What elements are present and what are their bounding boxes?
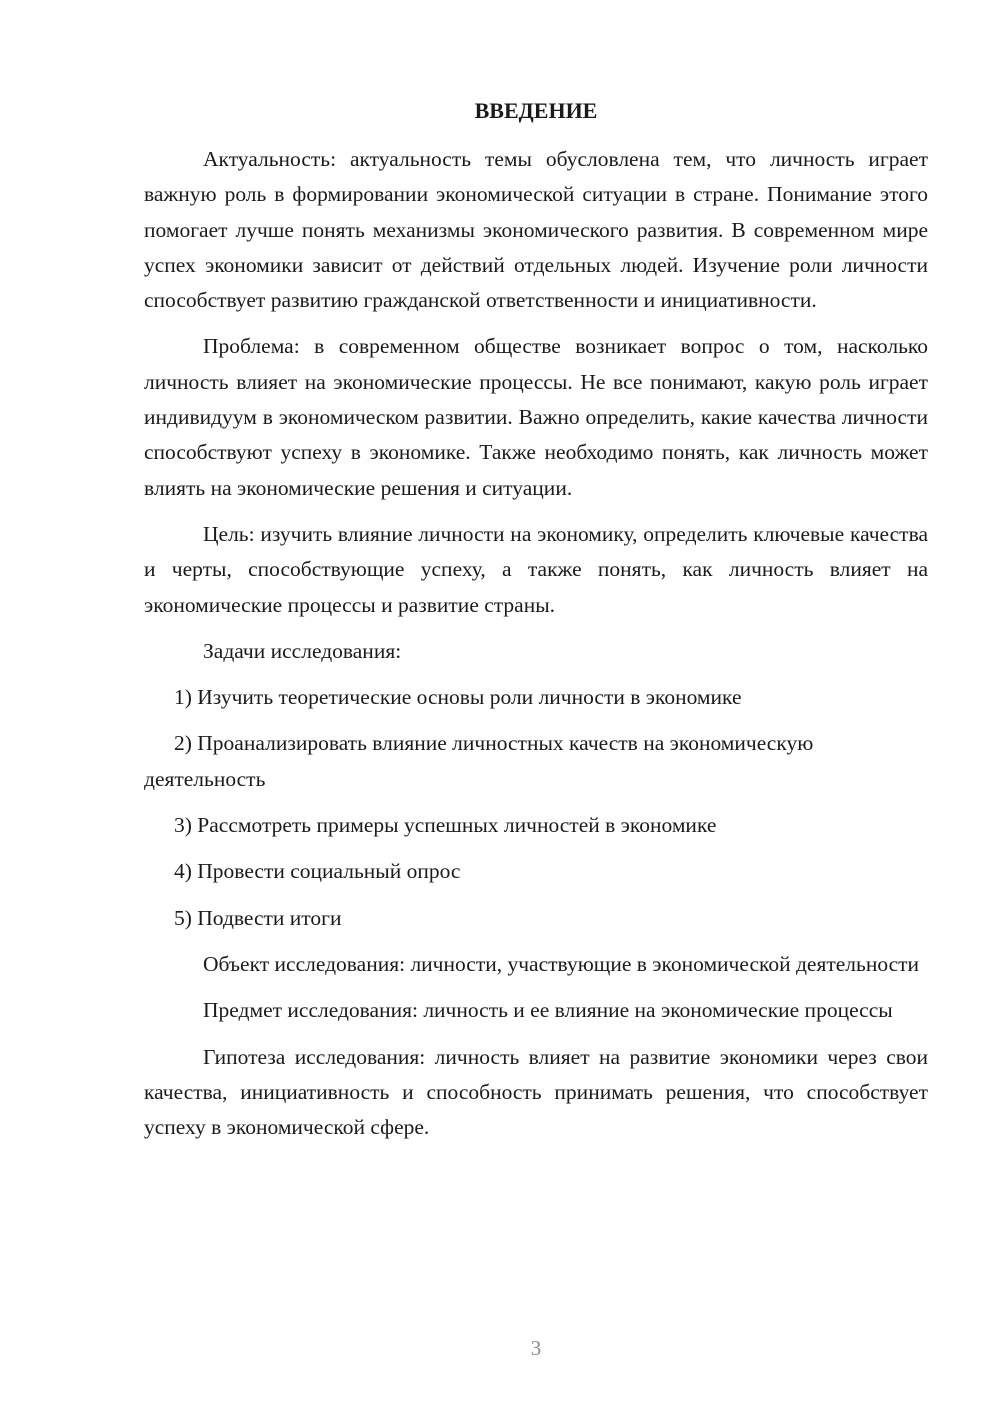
tasks-title: Задачи исследования:: [203, 638, 402, 663]
document-page: [144, 0, 928, 1414]
task-item-2: 2) Проанализировать влияние личностных качеств на экономическую деятельность: [144, 731, 814, 791]
subject-paragraph: Предмет исследования: личность и ее влияние на экономические процессы: [203, 998, 893, 1023]
task-item-3: 3) Рассмотреть примеры успешных личностей в экономике: [174, 813, 717, 838]
document-body: [144, 142, 928, 1156]
problem-paragraph: Проблема: в современном обществе возникает вопрос о том, насколько личность влияет на экономические процессы. Не все понимают, какую роль играет индивидуум в экономическом развитии. Важно определить, какие качества личности способствуют успеху в экономике. Также необходимо понять, как личность может влиять на экономические решения и ситуации.: [144, 334, 928, 500]
task-item-5: 5) Подвести итоги: [174, 905, 342, 930]
task-item-4: 4) Провести социальный опрос: [174, 859, 461, 884]
section-heading: ВВЕДЕНИЕ: [474, 98, 598, 123]
goal-paragraph: Цель: изучить влияние личности на экономику, определить ключевые качества и черты, способствующие успеху, а также понять, как личность влияет на экономические процессы и развитие страны.: [144, 521, 928, 617]
object-paragraph: Объект исследования: личности, участвующие в экономической деятельности: [203, 951, 920, 976]
task-item-1: 1) Изучить теоретические основы роли личности в экономике: [174, 685, 742, 710]
hypothesis-paragraph: Гипотеза исследования: личность влияет на развитие экономики через свои качества, инициативность и способность принимать решения, что способствует успеху в экономической сфере.: [144, 1044, 928, 1140]
relevance-paragraph: Актуальность: актуальность темы обусловлена тем, что личность играет важную роль в формировании экономической ситуации в стране. Понимание этого помогает лучше понять механизмы экономического развития. В современном мире успех экономики зависит от действий отдельных людей. Изучение роли личности способствует развитию гражданской ответственности и инициативности.: [144, 147, 928, 313]
page-number: 3: [530, 1336, 542, 1360]
